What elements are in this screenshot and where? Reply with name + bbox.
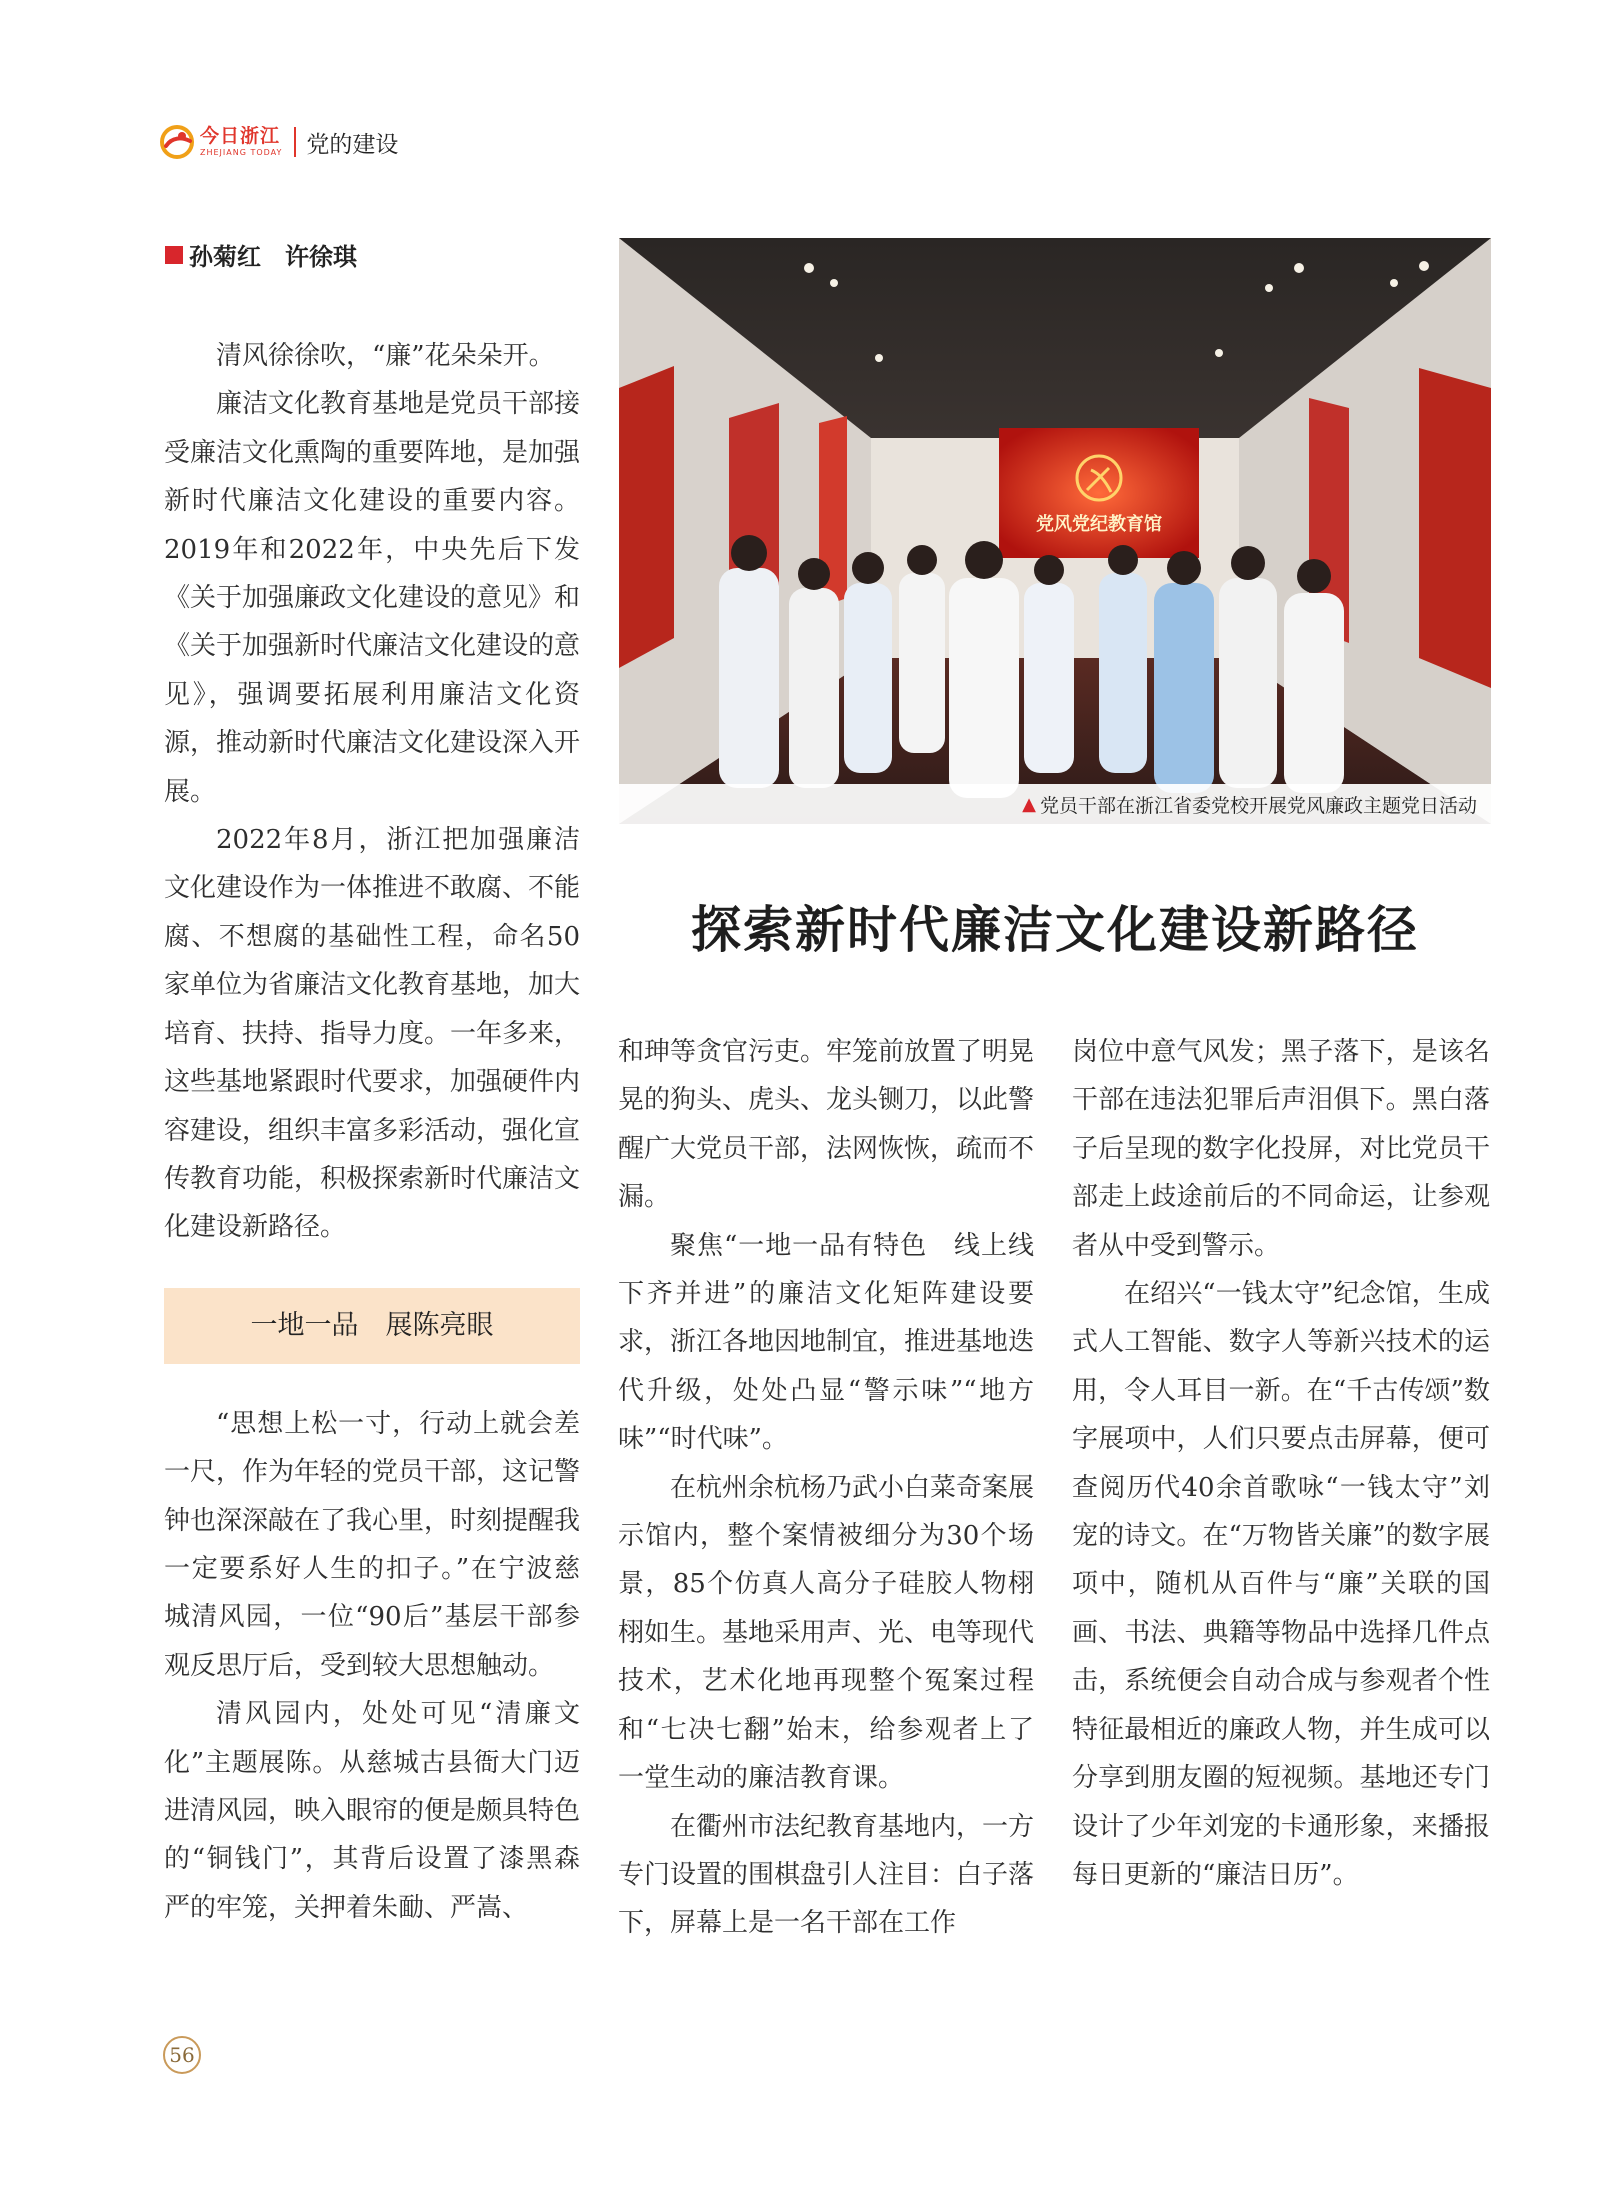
paragraph: 和珅等贪官污吏。牢笼前放置了明晃晃的狗头、虎头、龙头铡刀，以此警醒广大党员干部，法网恢恢，疏而不漏。	[618, 1037, 1035, 1213]
byline-marker-icon	[165, 246, 183, 264]
article-photo	[619, 238, 1491, 824]
paragraph: 清风徐徐吹，“廉”花朵朵开。	[216, 341, 555, 371]
paragraph: 聚焦“一地一品有特色 线上线下齐并进”的廉洁文化矩阵建设要求，浙江各地因地制宜，推进基地迭代升级，处处凸显“警示味”“地方味”“时代味”。	[618, 1230, 1035, 1455]
logo-cn: 今日浙江	[200, 125, 281, 147]
exhibition-hall-illustration	[619, 238, 1491, 824]
paragraph: 在绍兴“一钱太守”纪念馆，生成式人工智能、数字人等新兴技术的运用，令人耳目一新。在“千古传颂”数字展项中，人们只要点击屏幕，便可查阅历代40余首歌咏“一钱太守”刘宠的诗文。在“万物皆关廉”的数字展项中，随机从百件与“廉”关联的国画、书法、典籍等物品中选择几件点击，系统便会自动合成与参观者个性特征最相近的廉政人物，并生成可以分享到朋友圈的短视频。基地还专门设计了少年刘宠的卡通形象，来播报每日更新的“廉洁日历”。	[1072, 1279, 1490, 1890]
photo-banner-text: 党风党纪教育馆	[1036, 514, 1162, 535]
article-column-2	[618, 1028, 1034, 1948]
article-column-1	[164, 332, 580, 1932]
paragraph: “思想上松一寸，行动上就会差一尺，作为年轻的党员干部，这记警钟也深深敲在了我心里，时刻提醒我一定要系好人生的扣子。”在宁波慈城清风园，一位“90后”基层干部参观反思厅后，受到较大思想触动。	[164, 1408, 581, 1681]
paragraph: 2022年8月，浙江把加强廉洁文化建设作为一体推进不敢腐、不能腐、不想腐的基础性工程，命名50家单位为省廉洁文化教育基地，加大培育、扶持、指导力度。一年多来，这些基地紧跟时代要求，加强硬件内容建设，组织丰富多彩活动，强化宣传教育功能，积极探索新时代廉洁文化建设新路径。	[164, 825, 581, 1243]
byline	[165, 237, 357, 272]
paragraph: 岗位中意气风发；黑子落下，是该名干部在违法犯罪后声泪俱下。黑白落子后呈现的数字化投屏，对比党员干部走上歧途前后的不同命运，让参观者从中受到警示。	[1072, 1037, 1490, 1261]
section-subhead	[164, 1288, 580, 1364]
subhead-text: 一地一品 展陈亮眼	[250, 1309, 494, 1341]
page-header	[160, 120, 398, 164]
logo-en: ZHEJIANG TODAY	[200, 148, 283, 157]
paragraph: 在衢州市法纪教育基地内，一方专门设置的围棋盘引人注目：白子落下，屏幕上是一名干部在工作	[618, 1811, 1035, 1939]
section-name: 党的建设	[306, 131, 399, 158]
article-column-3	[1072, 1028, 1490, 1899]
page-number: 56	[163, 2036, 201, 2074]
paragraph: 廉洁文化教育基地是党员干部接受廉洁文化熏陶的重要阵地，是加强新时代廉洁文化建设的重要内容。2019年和2022年，中央先后下发《关于加强廉政文化建设的意见》和《关于加强新时代廉洁文化建设的意见》，强调要拓展利用廉洁文化资源，推动新时代廉洁文化建设深入开展。	[164, 389, 581, 807]
paragraph: 在杭州余杭杨乃武小白菜奇案展示馆内，整个案情被细分为30个场景，85个仿真人高分子硅胶人物栩栩如生。基地采用声、光、电等现代技术，艺术化地再现整个冤案过程和“七决七翻”始末，给参观者上了一堂生动的廉洁教育课。	[618, 1472, 1035, 1794]
caption-text: 党员干部在浙江省委党校开展党风廉政主题党日活动	[1039, 794, 1477, 817]
logo-icon	[160, 125, 194, 159]
article-headline: 探索新时代廉洁文化建设新路径	[691, 900, 1419, 959]
photo-caption	[619, 784, 1491, 824]
caption-triangle-icon: ▲	[1022, 793, 1036, 815]
paragraph: 清风园内，处处可见“清廉文化”主题展陈。从慈城古县衙大门迈进清风园，映入眼帘的便是颇具特色的“铜钱门”，其背后设置了漆黑森严的牢笼，关押着朱勔、严嵩、	[164, 1699, 581, 1923]
logo-text	[200, 127, 282, 157]
byline-authors: 孙菊红 许徐琪	[189, 243, 357, 271]
header-divider	[294, 127, 296, 157]
